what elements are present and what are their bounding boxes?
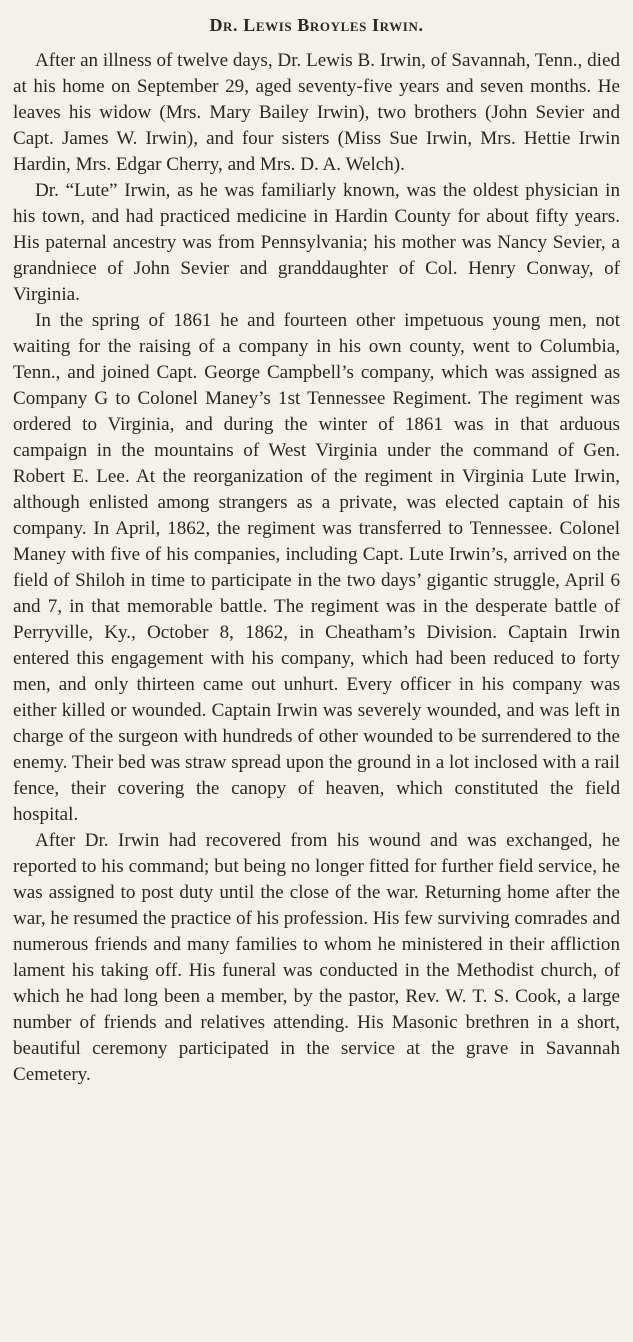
paragraph-1: After an illness of twelve days, Dr. Lewis B. Irwin, of Savannah, Tenn., died at his home on September 29, aged seventy-five years and seven months. He leaves his widow (Mrs. Mary Bailey Irwin), two brothers (John Sevier and Capt. James W. Irwin), and four sisters (Miss Sue Irwin, Mrs. Hettie Irwin Hardin, Mrs. Edgar Cherry, and Mrs. D. A. Welch). [13, 50, 620, 175]
paragraph-2: Dr. “Lute” Irwin, as he was familiarly known, was the oldest physician in his town, and had practiced medicine in Hardin County for about fifty years. His paternal ancestry was from Pennsylvania; his mother was Nancy Sevier, a grandniece of John Sevier and granddaughter of Col. Henry Conway, of Virginia. [13, 180, 620, 305]
paragraph-3: In the spring of 1861 he and fourteen other impetuous young men, not waiting for the raising of a company in his own county, went to Columbia, Tenn., and joined Capt. George Campbell’s company, which was assigned as Company G to Colonel Maney’s 1st Tennessee Regiment. The regiment was ordered to Virginia, and during the winter of 1861 was in that arduous campaign in the mountains of West Virginia under the command of Gen. Robert E. Lee. At the reorganization of the regiment in Virginia Lute Irwin, although enlisted among strangers as a private, was elected captain of his company. In April, 1862, the regiment was transferred to Tennessee. Colonel Maney with five of his companies, including Capt. Lute Irwin’s, arrived on the field of Shiloh in time to participate in the two days’ gigantic struggle, April 6 and 7, in that memorable battle. The regiment was in the desperate battle of Perryville, Ky., October 8, 1862, in Cheatham’s Division. Captain Irwin entered this engagement with his company, which had been reduced to forty men, and only thirteen came out unhurt. Every officer in his company was either killed or wounded. Captain Irwin was severely wounded, and was left in charge of the surgeon with hundreds of other wounded to be surrendered to the enemy. Their bed was straw spread upon the ground in a lot inclosed with a rail fence, their covering the canopy of heaven, which constituted the field hospital. [13, 310, 620, 825]
paragraph-4: After Dr. Irwin had recovered from his wound and was exchanged, he reported to his command; but being no longer fitted for further field service, he was assigned to post duty until the close of the war. Returning home after the war, he resumed the practice of his profession. His few surviving comrades and numerous friends and many families to whom he ministered in their affliction lament his taking off. His funeral was conducted in the Methodist church, of which he had long been a member, by the pastor, Rev. W. T. S. Cook, a large number of friends and relatives attending. His Masonic brethren in a short, beautiful ceremony participated in the service at the grave in Savannah Cemetery. [13, 830, 620, 1085]
article-title: Dr. Lewis Broyles Irwin. [209, 15, 424, 35]
